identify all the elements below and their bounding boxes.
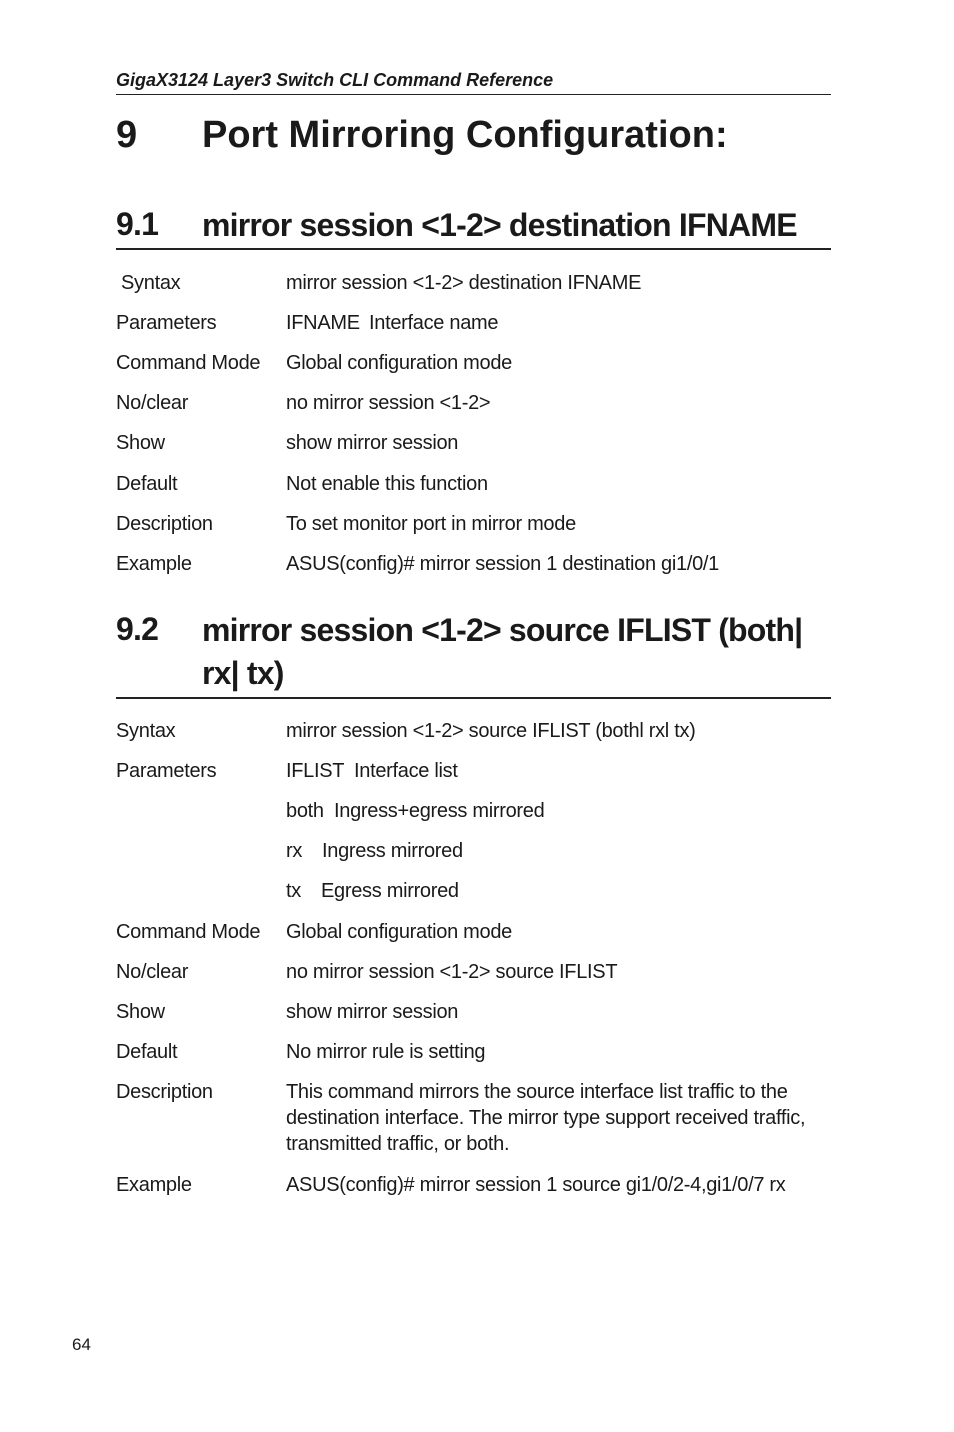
param-item (286, 758, 831, 784)
row-value: No mirror rule is setting (286, 1041, 486, 1063)
row-label: Parameters (116, 312, 217, 334)
row-label: Example (116, 553, 192, 575)
row-value: This command mirrors the source interface list traffic to the destination interface. The mirror type support received traffic, transmitted traffic, or both. (286, 1081, 806, 1155)
page-number: 64 (72, 1335, 91, 1354)
param-name: tx (286, 880, 301, 902)
section-heading-9-1 (116, 204, 831, 250)
param-item (286, 798, 831, 824)
section-number: 9.2 (116, 611, 159, 647)
row-value: Global configuration mode (286, 921, 512, 943)
row-label: Syntax (121, 272, 181, 294)
row-label: Command Mode (116, 352, 261, 374)
param-name: both (286, 800, 324, 822)
param-item (286, 838, 831, 864)
section-title: mirror session <1-2> source IFLIST (both| rx| tx) (202, 612, 803, 691)
param-desc: Interface name (369, 312, 499, 334)
param-desc: Egress mirrored (321, 880, 459, 902)
row-label: Default (116, 473, 178, 495)
row-value: no mirror session <1-2> (286, 392, 491, 414)
param-desc: Interface list (354, 760, 458, 782)
row-label: Description (116, 513, 213, 535)
row-value (286, 310, 831, 336)
row-label: Command Mode (116, 921, 261, 943)
section-heading-9-2 (116, 609, 831, 699)
running-header: GigaX3124 Layer3 Switch CLI Command Reference (116, 70, 831, 95)
row-label: No/clear (116, 392, 189, 414)
param-name: IFLIST (286, 760, 345, 782)
param-desc: Ingress mirrored (322, 840, 463, 862)
row-value: mirror session <1-2> destination IFNAME (286, 272, 642, 294)
row-value: mirror session <1-2> source IFLIST (bothl rxl tx) (286, 720, 696, 742)
row-value: no mirror session <1-2> source IFLIST (286, 961, 618, 983)
row-value: ASUS(config)# mirror session 1 source gi1/0/2-4,gi1/0/7 rx (286, 1174, 786, 1196)
section-number: 9.1 (116, 206, 159, 242)
row-label: Show (116, 432, 165, 454)
section-title: mirror session <1-2> destination IFNAME (202, 207, 797, 243)
chapter-number: 9 (116, 114, 138, 156)
row-value: Global configuration mode (286, 352, 512, 374)
row-label: No/clear (116, 961, 189, 983)
row-label: Default (116, 1041, 178, 1063)
row-label: Show (116, 1001, 165, 1023)
param-name: rx (286, 840, 303, 862)
row-label: Description (116, 1081, 213, 1103)
row-value: ASUS(config)# mirror session 1 destination gi1/0/1 (286, 553, 719, 575)
row-label: Syntax (116, 720, 176, 742)
row-value: show mirror session (286, 432, 459, 454)
row-label: Example (116, 1174, 192, 1196)
param-name: IFNAME (286, 312, 360, 334)
chapter-heading: Port Mirroring Configuration: (202, 114, 728, 156)
row-label: Parameters (116, 760, 217, 782)
row-value: show mirror session (286, 1001, 459, 1023)
param-desc: Ingress+egress mirrored (334, 800, 545, 822)
row-value: To set monitor port in mirror mode (286, 513, 576, 535)
param-item (286, 878, 831, 904)
row-value: Not enable this function (286, 473, 488, 495)
